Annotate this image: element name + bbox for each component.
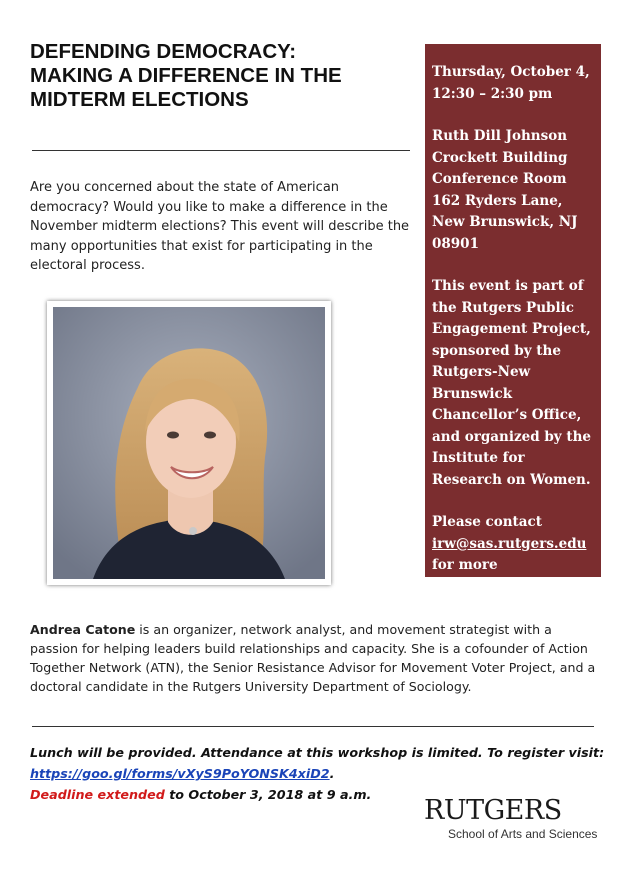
title-line-1: DEFENDING DEMOCRACY: [30,40,297,63]
location-line: Conference Room [432,171,567,187]
event-location-block [432,126,595,255]
event-time: 12:30 – 2:30 pm [432,85,553,102]
event-about-block [432,276,595,491]
location-line: 162 Ryders Lane, [432,192,563,209]
title-line-3: MIDTERM ELECTIONS [30,88,249,111]
location-line: 08901 [432,235,479,252]
about-line: sponsored by the [432,342,561,359]
event-title [30,40,410,112]
rutgers-wordmark: RUTGERS [424,795,562,826]
registration-line: Lunch will be provided. Attendance at this workshop is limited. To register visit: [30,745,605,760]
about-line: the Rutgers Public [432,299,574,316]
speaker-bio [30,620,602,696]
rutgers-logo [424,796,614,842]
speaker-bio-text: is an organizer, network analyst, and movement strategist with a passion for helping leaders build relationships and capacity. She is a cofounder of Action Together Network (ATN), the Senior Resistance Advisor for Movement Voter Project, and a doctoral candidate in the Rutgers University Department of Sociology. [30,622,596,694]
contact-suffix-line: information. [432,578,527,595]
intro-paragraph: Are you concerned about the state of American democracy? Would you like to make a difference in the November midterm elections? This event will describe the many opportunities that exist for participating in the electoral process. [30,180,410,273]
deadline-label: Deadline extended [30,787,165,802]
about-line: Institute for [432,450,525,466]
about-line: This event is part of [432,278,584,294]
about-line: Brunswick [432,385,513,402]
about-line: Engagement Project, [432,321,591,337]
registration-link-suffix: . [329,766,335,781]
event-details-sidebar [425,44,601,595]
contact-suffix-line: for more [432,557,498,573]
event-contact-block [432,512,595,598]
registration-link[interactable]: https://goo.gl/forms/vXyS9PoYONSK4xiD2 [30,766,330,781]
location-line: New Brunswick, NJ [432,214,578,230]
event-date: Thursday, October 4, [432,64,590,80]
about-line: Research on Women. [432,471,591,488]
contact-prefix: Please contact [432,514,542,530]
location-line: Crockett Building [432,149,568,166]
divider-top [32,150,410,151]
event-date-block [432,62,595,105]
contact-email-link[interactable]: irw@sas.rutgers.edu [432,535,587,552]
location-line: Ruth Dill Johnson [432,128,568,144]
school-subtitle: School of Arts and Sciences [448,827,598,841]
title-line-2: MAKING A DIFFERENCE IN THE [30,64,342,87]
speaker-photo [47,301,331,585]
speaker-name: Andrea Catone [30,622,136,637]
about-line: and organized by the [432,428,591,445]
about-line: Chancellor’s Office, [432,407,582,423]
about-line: Rutgers-New [432,364,531,380]
deadline-text: to October 3, 2018 at 9 a.m. [164,787,372,802]
speaker-portrait-image [53,307,325,579]
divider-bottom [32,726,594,727]
